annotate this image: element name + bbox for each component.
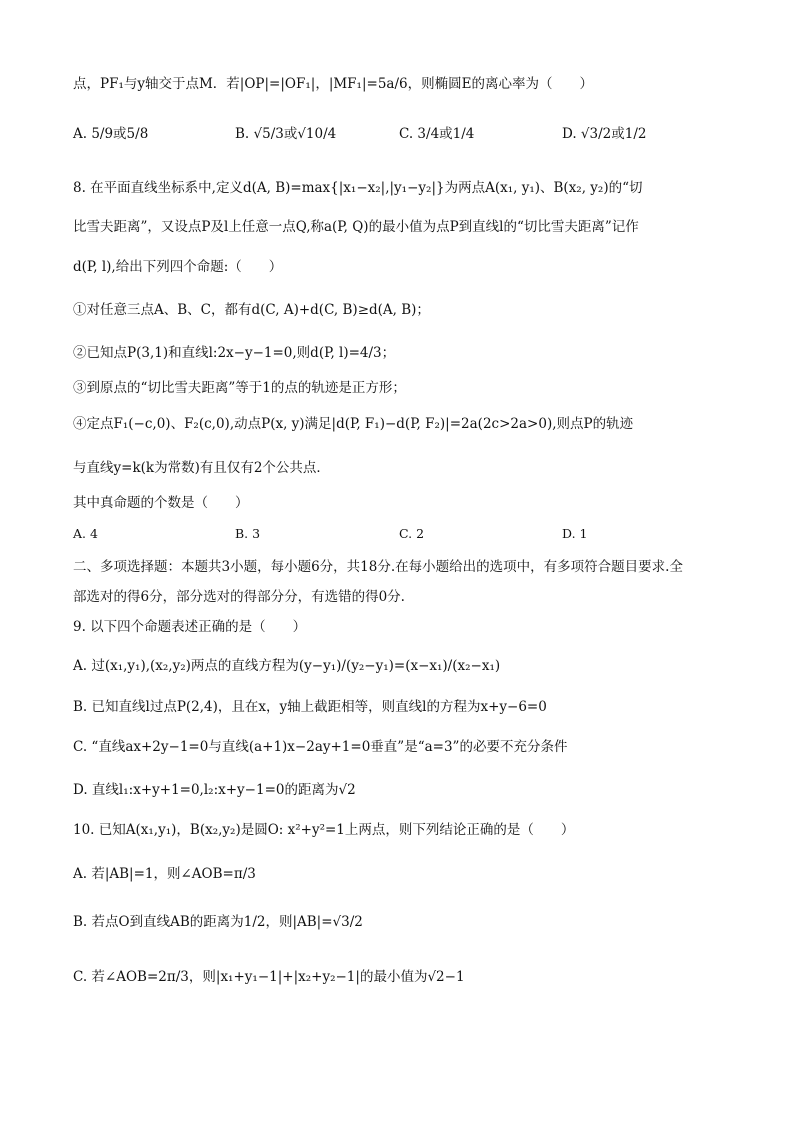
- q10-option-c: C. 若∠AOB=2π/3，则|x₁+y₁−1|+|x₂+y₂−1|的最小值为√2−1: [73, 969, 465, 985]
- q9-stem: 9. 以下四个命题表述正确的是（ ）: [73, 619, 307, 635]
- q8-proposition-1: ①对任意三点A、B、C，都有d(C, A)+d(C, B)≥d(A, B)；: [73, 302, 430, 318]
- q10-option-a: A. 若|AB|=1，则∠AOB=π/3: [73, 866, 256, 882]
- q8-proposition-4a: ④定点F₁(−c,0)、F₂(c,0),动点P(x, y)满足|d(P, F₁)−d(P, F₂)|=2a(2c>2a>0),则点P的轨迹: [73, 416, 634, 432]
- q8-option-b: B. 3: [235, 526, 261, 541]
- q8-proposition-4b: 与直线y=k(k为常数)有且仅有2个公共点．: [73, 460, 330, 476]
- q7-option-d: D. √3/2或1/2: [562, 126, 647, 142]
- q8-line-1: 8. 在平面直线坐标系中,定义d(A, B)=max{|x₁−x₂|,|y₁−y₂|}为两点A(x₁, y₁)、B(x₂, y₂)的“切: [73, 180, 643, 196]
- q8-option-c: C. 2: [399, 526, 425, 541]
- q10-option-b: B. 若点O到直线AB的距离为1/2，则|AB|=√3/2: [73, 914, 363, 930]
- q9-option-b: B. 已知直线l过点P(2,4)，且在x，y轴上截距相等，则直线l的方程为x+y−6=0: [73, 699, 547, 715]
- q8-proposition-3: ③到原点的“切比雪夫距离”等于1的点的轨迹是正方形；: [73, 380, 406, 396]
- q7-stem-tail: 点，PF₁与y轴交于点M．若|OP|=|OF₁|，|MF₁|=5a/6，则椭圆E的离心率为（ ）: [73, 76, 593, 92]
- q8-option-a: A. 4: [73, 526, 98, 541]
- q8-option-d: D. 1: [562, 526, 588, 541]
- q7-options: [73, 122, 738, 142]
- q8-line-3: d(P, l),给出下列四个命题:（ ）: [73, 259, 283, 275]
- section2-instruction-2: 部选对的得6分，部分选对的得部分分，有选错的得0分.: [73, 589, 405, 605]
- q8-question: 其中真命题的个数是（ ）: [73, 495, 249, 511]
- q8-proposition-2: ②已知点P(3,1)和直线l:2x−y−1=0,则d(P, l)=4/3；: [73, 345, 396, 361]
- q8-line-2: 比雪夫距离”，又设点P及l上任意一点Q,称a(P, Q)的最小值为点P到直线l的“切比雪夫距离”记作: [73, 219, 639, 235]
- q7-option-b: B. √5/3或√10/4: [235, 126, 337, 142]
- q7-option-c: C. 3/4或1/4: [399, 126, 475, 142]
- q9-option-d: D. 直线l₁:x+y+1=0,l₂:x+y−1=0的距离为√2: [73, 782, 356, 798]
- q8-options: [73, 526, 738, 541]
- q9-option-a: A. 过(x₁,y₁),(x₂,y₂)两点的直线方程为(y−y₁)/(y₂−y₁)=(x−x₁)/(x₂−x₁): [73, 658, 501, 674]
- q10-stem: 10. 已知A(x₁,y₁)，B(x₂,y₂)是圆O: x²+y²=1上两点，则下列结论正确的是（ ）: [73, 822, 575, 838]
- section2-instruction-1: 二、多项选择题：本题共3小题，每小题6分，共18分.在每小题给出的选项中，有多项符合题目要求.全: [73, 559, 683, 575]
- q7-option-a: A. 5/9或5/8: [73, 126, 149, 142]
- q9-option-c: C. “直线ax+2y−1=0与直线(a+1)x−2ay+1=0垂直”是“a=3”的必要不充分条件: [73, 739, 568, 755]
